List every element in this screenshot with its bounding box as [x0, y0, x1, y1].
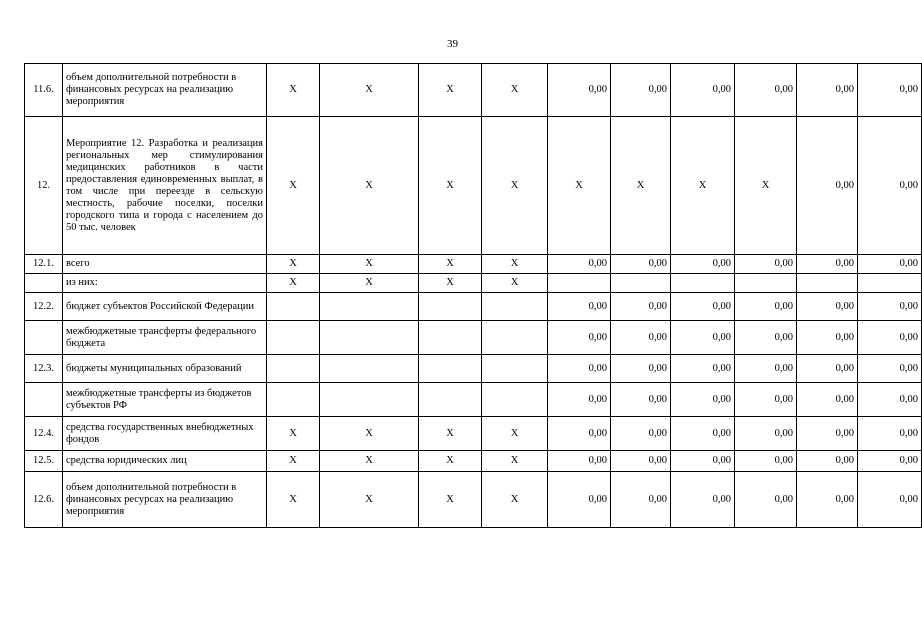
- cell-col-10: 0,00: [858, 117, 922, 255]
- cell-col-2: X: [320, 117, 419, 255]
- cell-col-3: [419, 293, 482, 321]
- cell-col-6: 0,00: [611, 293, 671, 321]
- table-row: [25, 417, 922, 451]
- cell-col-5: [548, 274, 611, 293]
- cell-col-5: 0,00: [548, 293, 611, 321]
- cell-col-10: 0,00: [858, 451, 922, 472]
- cell-col-10: 0,00: [858, 321, 922, 355]
- cell-col-1: X: [267, 64, 320, 117]
- cell-col-3: [419, 355, 482, 383]
- cell-col-1: X: [267, 255, 320, 274]
- table-row: [25, 64, 922, 117]
- cell-col-8: 0,00: [735, 255, 797, 274]
- cell-col-4: X: [482, 451, 548, 472]
- cell-col-6: X: [611, 117, 671, 255]
- row-number: 12.5.: [25, 451, 63, 472]
- cell-col-10: 0,00: [858, 417, 922, 451]
- cell-col-8: 0,00: [735, 321, 797, 355]
- cell-col-9: 0,00: [797, 64, 858, 117]
- cell-col-9: 0,00: [797, 451, 858, 472]
- cell-col-6: 0,00: [611, 64, 671, 117]
- cell-col-9: 0,00: [797, 355, 858, 383]
- row-number: 12.4.: [25, 417, 63, 451]
- cell-col-9: [797, 274, 858, 293]
- cell-col-10: 0,00: [858, 64, 922, 117]
- cell-col-7: 0,00: [671, 255, 735, 274]
- row-name: Мероприятие 12. Разработка и реализация региональных мер стимулирования медицинских работников в части предоставления единовременных выплат, в том числе при переезде в сельскую местность, рабочие поселки, поселки городского типа и города с населением до 50 тыс. человек: [63, 117, 267, 255]
- row-number: [25, 274, 63, 293]
- cell-col-5: 0,00: [548, 383, 611, 417]
- cell-col-2: [320, 293, 419, 321]
- cell-col-1: [267, 321, 320, 355]
- cell-col-5: X: [548, 117, 611, 255]
- cell-col-2: X: [320, 472, 419, 528]
- cell-col-5: 0,00: [548, 472, 611, 528]
- cell-col-1: X: [267, 472, 320, 528]
- cell-col-3: X: [419, 255, 482, 274]
- cell-col-9: 0,00: [797, 321, 858, 355]
- cell-col-5: 0,00: [548, 255, 611, 274]
- table-row: [25, 274, 922, 293]
- cell-col-7: 0,00: [671, 355, 735, 383]
- cell-col-6: 0,00: [611, 321, 671, 355]
- row-name: средства юридических лиц: [63, 451, 267, 472]
- cell-col-3: X: [419, 451, 482, 472]
- row-name: всего: [63, 255, 267, 274]
- row-name: бюджет субъектов Российской Федерации: [63, 293, 267, 321]
- row-number: 12.2.: [25, 293, 63, 321]
- cell-col-7: 0,00: [671, 383, 735, 417]
- cell-col-3: X: [419, 472, 482, 528]
- cell-col-3: X: [419, 274, 482, 293]
- cell-col-2: [320, 383, 419, 417]
- cell-col-10: [858, 274, 922, 293]
- budget-table: [24, 63, 922, 528]
- cell-col-1: [267, 383, 320, 417]
- cell-col-4: X: [482, 472, 548, 528]
- cell-col-4: X: [482, 64, 548, 117]
- cell-col-10: 0,00: [858, 293, 922, 321]
- row-name: межбюджетные трансферты федерального бюджета: [63, 321, 267, 355]
- row-number: [25, 321, 63, 355]
- cell-col-7: 0,00: [671, 293, 735, 321]
- cell-col-2: [320, 321, 419, 355]
- table-row: [25, 321, 922, 355]
- cell-col-6: 0,00: [611, 472, 671, 528]
- row-name: бюджеты муниципальных образований: [63, 355, 267, 383]
- cell-col-8: X: [735, 117, 797, 255]
- row-name: объем дополнительной потребности в финансовых ресурсах на реализацию мероприятия: [63, 472, 267, 528]
- table-row: [25, 293, 922, 321]
- cell-col-5: 0,00: [548, 417, 611, 451]
- cell-col-10: 0,00: [858, 472, 922, 528]
- row-number: [25, 383, 63, 417]
- table-row: [25, 472, 922, 528]
- cell-col-8: 0,00: [735, 64, 797, 117]
- cell-col-5: 0,00: [548, 321, 611, 355]
- row-number: 12.1.: [25, 255, 63, 274]
- cell-col-3: X: [419, 64, 482, 117]
- cell-col-10: 0,00: [858, 355, 922, 383]
- cell-col-4: X: [482, 255, 548, 274]
- cell-col-1: X: [267, 274, 320, 293]
- cell-col-5: 0,00: [548, 451, 611, 472]
- cell-col-2: X: [320, 451, 419, 472]
- row-name: из них:: [63, 274, 267, 293]
- cell-col-7: [671, 274, 735, 293]
- row-number: 12.3.: [25, 355, 63, 383]
- cell-col-6: [611, 274, 671, 293]
- cell-col-9: 0,00: [797, 117, 858, 255]
- row-name: средства государственных внебюджетных фондов: [63, 417, 267, 451]
- cell-col-9: 0,00: [797, 417, 858, 451]
- cell-col-8: 0,00: [735, 417, 797, 451]
- cell-col-8: 0,00: [735, 472, 797, 528]
- cell-col-8: 0,00: [735, 383, 797, 417]
- row-name: объем дополнительной потребности в финансовых ресурсах на реализацию мероприятия: [63, 64, 267, 117]
- row-name: межбюджетные трансферты из бюджетов субъектов РФ: [63, 383, 267, 417]
- cell-col-2: X: [320, 274, 419, 293]
- table-row: [25, 355, 922, 383]
- cell-col-7: 0,00: [671, 417, 735, 451]
- table-row: [25, 451, 922, 472]
- cell-col-6: 0,00: [611, 451, 671, 472]
- page-number: 39: [447, 38, 458, 50]
- table-row: [25, 117, 922, 255]
- cell-col-9: 0,00: [797, 472, 858, 528]
- cell-col-7: 0,00: [671, 321, 735, 355]
- cell-col-3: X: [419, 417, 482, 451]
- cell-col-5: 0,00: [548, 64, 611, 117]
- cell-col-8: 0,00: [735, 293, 797, 321]
- cell-col-3: X: [419, 117, 482, 255]
- cell-col-9: 0,00: [797, 255, 858, 274]
- cell-col-1: X: [267, 417, 320, 451]
- cell-col-7: X: [671, 117, 735, 255]
- cell-col-3: [419, 383, 482, 417]
- cell-col-3: [419, 321, 482, 355]
- table-row: [25, 255, 922, 274]
- cell-col-4: X: [482, 417, 548, 451]
- cell-col-4: X: [482, 117, 548, 255]
- cell-col-4: [482, 355, 548, 383]
- cell-col-7: 0,00: [671, 64, 735, 117]
- table-body: [25, 64, 922, 528]
- cell-col-1: X: [267, 117, 320, 255]
- cell-col-8: 0,00: [735, 355, 797, 383]
- cell-col-6: 0,00: [611, 417, 671, 451]
- cell-col-2: X: [320, 64, 419, 117]
- table-row: [25, 383, 922, 417]
- cell-col-1: [267, 293, 320, 321]
- cell-col-4: X: [482, 274, 548, 293]
- cell-col-2: X: [320, 255, 419, 274]
- cell-col-9: 0,00: [797, 293, 858, 321]
- row-number: 12.: [25, 117, 63, 255]
- cell-col-4: [482, 293, 548, 321]
- cell-col-8: 0,00: [735, 451, 797, 472]
- cell-col-10: 0,00: [858, 255, 922, 274]
- cell-col-4: [482, 383, 548, 417]
- cell-col-7: 0,00: [671, 451, 735, 472]
- cell-col-6: 0,00: [611, 355, 671, 383]
- cell-col-10: 0,00: [858, 383, 922, 417]
- cell-col-1: [267, 355, 320, 383]
- cell-col-9: 0,00: [797, 383, 858, 417]
- cell-col-8: [735, 274, 797, 293]
- cell-col-5: 0,00: [548, 355, 611, 383]
- cell-col-6: 0,00: [611, 255, 671, 274]
- cell-col-6: 0,00: [611, 383, 671, 417]
- cell-col-7: 0,00: [671, 472, 735, 528]
- cell-col-2: X: [320, 417, 419, 451]
- cell-col-2: [320, 355, 419, 383]
- cell-col-4: [482, 321, 548, 355]
- row-number: 11.6.: [25, 64, 63, 117]
- cell-col-1: X: [267, 451, 320, 472]
- row-number: 12.6.: [25, 472, 63, 528]
